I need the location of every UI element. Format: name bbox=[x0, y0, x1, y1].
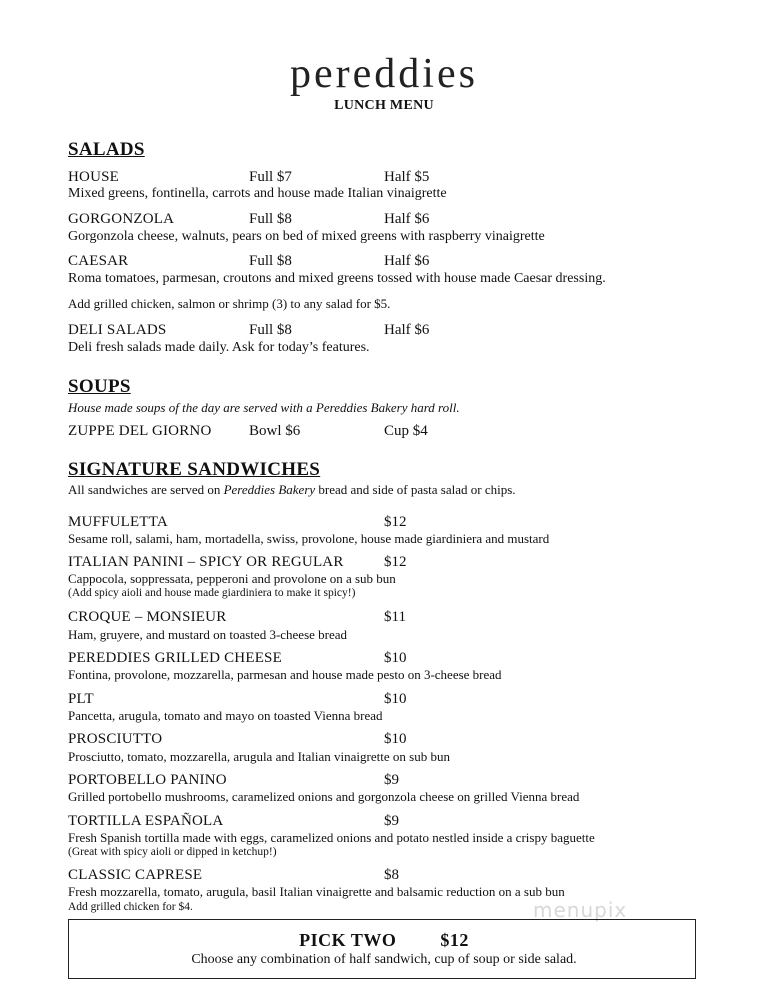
sandwich-caprese-extra: Add grilled chicken for $4. bbox=[68, 901, 193, 913]
sandwich-tortilla-name: TORTILLA ESPAÑOLA bbox=[68, 813, 224, 829]
sandwich-tortilla-desc: Fresh Spanish tortilla made with eggs, caramelized onions and potato nestled inside a crispy baguette bbox=[68, 830, 595, 845]
salad-addon-note: Add grilled chicken, salmon or shrimp (3) to any salad for $5. bbox=[68, 296, 391, 311]
deli-salads-half-price: Half $6 bbox=[384, 322, 430, 338]
sandwiches-heading: SIGNATURE SANDWICHES bbox=[68, 459, 321, 480]
sandwich-italian-panini-desc: Cappocola, soppressata, pepperoni and provolone on a sub bun bbox=[68, 571, 396, 586]
deli-salads-desc: Deli fresh salads made daily. Ask for today’s features. bbox=[68, 340, 370, 355]
salad-house-full-price: Full $7 bbox=[249, 169, 292, 185]
pick-two-desc: Choose any combination of half sandwich, cup of soup or side salad. bbox=[191, 952, 577, 967]
sandwich-portobello-name: PORTOBELLO PANINO bbox=[68, 772, 227, 788]
sandwich-caprese-name: CLASSIC CAPRESE bbox=[68, 867, 203, 883]
sandwich-portobello-desc: Grilled portobello mushrooms, caramelized onions and gorgonzola cheese on grilled Vienna bread bbox=[68, 789, 580, 804]
sandwich-plt-price: $10 bbox=[384, 691, 407, 707]
salad-gorgonzola-full-price: Full $8 bbox=[249, 211, 292, 227]
soup-name: ZUPPE DEL GIORNO bbox=[68, 423, 212, 439]
deli-salads-name: DELI SALADS bbox=[68, 322, 167, 338]
sandwich-croque-monsieur-price: $11 bbox=[384, 609, 406, 625]
salad-gorgonzola-name: GORGONZOLA bbox=[68, 211, 175, 227]
sandwich-prosciutto-price: $10 bbox=[384, 731, 407, 747]
salad-gorgonzola-desc: Gorgonzola cheese, walnuts, pears on bed of mixed greens with raspberry vinaigrette bbox=[68, 229, 545, 244]
sandwich-portobello-price: $9 bbox=[384, 772, 399, 788]
pick-two-price: $12 bbox=[440, 930, 469, 950]
salad-house-desc: Mixed greens, fontinella, carrots and house made Italian vinaigrette bbox=[68, 186, 447, 201]
watermark: menupix bbox=[533, 898, 628, 922]
sandwich-grilled-cheese-desc: Fontina, provolone, mozzarella, parmesan and house made pesto on 3-cheese bread bbox=[68, 667, 502, 682]
sandwich-grilled-cheese-name: PEREDDIES GRILLED CHEESE bbox=[68, 650, 282, 666]
salad-gorgonzola-half-price: Half $6 bbox=[384, 211, 430, 227]
soup-bowl-price: Bowl $6 bbox=[249, 423, 301, 439]
soup-cup-price: Cup $4 bbox=[384, 423, 428, 439]
sandwich-croque-monsieur-name: CROQUE – MONSIEUR bbox=[68, 609, 227, 625]
sandwich-muffuletta-desc: Sesame roll, salami, ham, mortadella, swiss, provolone, house made giardiniera and mustard bbox=[68, 531, 550, 546]
salad-caesar-full-price: Full $8 bbox=[249, 253, 292, 269]
sandwich-caprese-desc: Fresh mozzarella, tomato, arugula, basil Italian vinaigrette and balsamic reduction on a sub bun bbox=[68, 884, 565, 899]
pick-two-title: PICK TWO bbox=[299, 930, 397, 950]
salad-caesar-desc: Roma tomatoes, parmesan, croutons and mixed greens tossed with house made Caesar dressing. bbox=[68, 271, 606, 286]
salad-caesar-name: CAESAR bbox=[68, 253, 129, 269]
salad-house-name: HOUSE bbox=[68, 169, 120, 185]
sandwich-tortilla-extra: (Great with spicy aioli or dipped in ketchup!) bbox=[68, 846, 277, 858]
sandwich-caprese-price: $8 bbox=[384, 867, 399, 883]
sandwich-plt-desc: Pancetta, arugula, tomato and mayo on toasted Vienna bread bbox=[68, 708, 383, 723]
sandwiches-note: All sandwiches are served on Pereddies Bakery bread and side of pasta salad or chips. bbox=[68, 482, 516, 497]
sandwich-grilled-cheese-price: $10 bbox=[384, 650, 407, 666]
sandwich-italian-panini-extra: (Add spicy aioli and house made giardiniera to make it spicy!) bbox=[68, 587, 356, 599]
page-subtitle: LUNCH MENU bbox=[334, 98, 434, 113]
sandwich-plt-name: PLT bbox=[68, 691, 94, 707]
deli-salads-full-price: Full $8 bbox=[249, 322, 292, 338]
page-title: pereddies bbox=[290, 51, 478, 97]
salads-heading: SALADS bbox=[68, 139, 145, 160]
sandwich-prosciutto-desc: Prosciutto, tomato, mozzarella, arugula and Italian vinaigrette on sub bun bbox=[68, 749, 450, 764]
soups-heading: SOUPS bbox=[68, 376, 131, 397]
sandwich-tortilla-price: $9 bbox=[384, 813, 399, 829]
salad-house-half-price: Half $5 bbox=[384, 169, 430, 185]
sandwich-muffuletta-name: MUFFULETTA bbox=[68, 514, 168, 530]
pick-two-title-row bbox=[0, 930, 768, 951]
salad-caesar-half-price: Half $6 bbox=[384, 253, 430, 269]
sandwich-prosciutto-name: PROSCIUTTO bbox=[68, 731, 163, 747]
soups-note: House made soups of the day are served with a Pereddies Bakery hard roll. bbox=[68, 400, 460, 415]
sandwich-muffuletta-price: $12 bbox=[384, 514, 407, 530]
sandwich-italian-panini-name: ITALIAN PANINI – SPICY OR REGULAR bbox=[68, 554, 344, 570]
sandwich-italian-panini-price: $12 bbox=[384, 554, 407, 570]
sandwich-croque-monsieur-desc: Ham, gruyere, and mustard on toasted 3-cheese bread bbox=[68, 627, 348, 642]
